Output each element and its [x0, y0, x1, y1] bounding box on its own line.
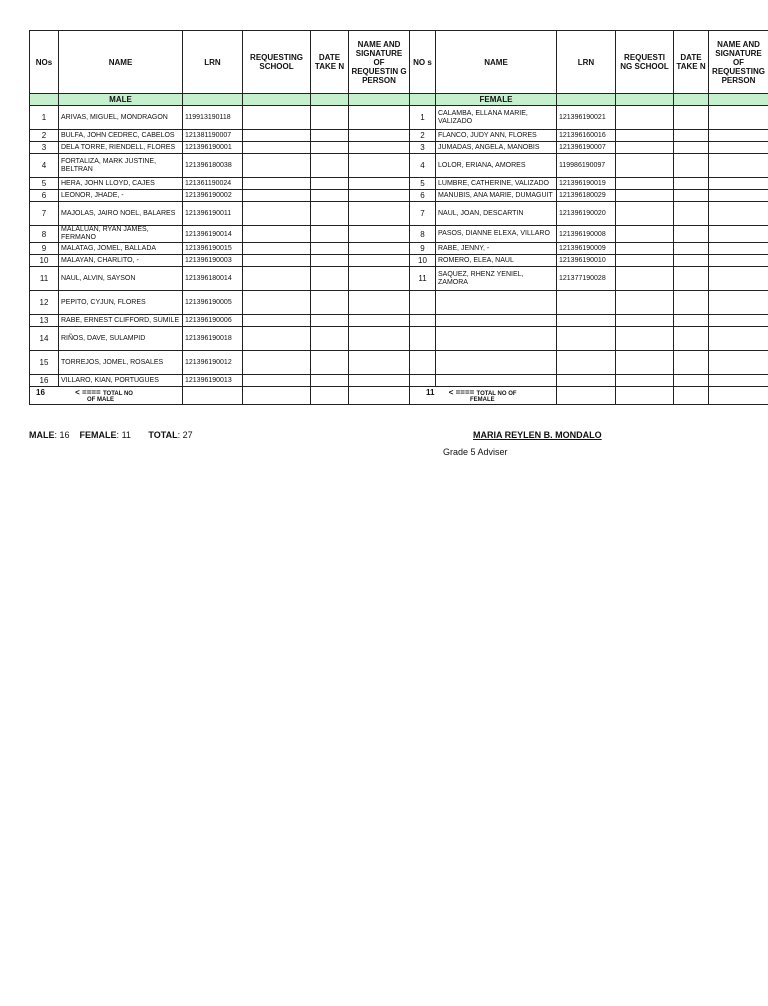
female-name [436, 315, 557, 327]
summary-total-label: TOTAL [148, 430, 178, 440]
female-name: NAUL, JOAN, DESCARTIN [436, 202, 557, 226]
female-name: LOLOR, ERIANA, AMORES [436, 154, 557, 178]
male-no: 5 [30, 178, 59, 190]
female-date-taken [674, 106, 709, 130]
male-date-taken [311, 375, 349, 387]
female-lrn: 121396190008 [557, 226, 616, 243]
male-no: 3 [30, 142, 59, 154]
male-name: BULFA, JOHN CEDREC, CABELOS [59, 130, 183, 142]
male-name: RABE, ERNEST CLIFFORD, SUMILE [59, 315, 183, 327]
female-total-count: 11 [426, 388, 435, 397]
female-requesting-school [616, 142, 674, 154]
summary-total-count: 27 [182, 430, 193, 440]
male-lrn: 121396190014 [183, 226, 243, 243]
male-lrn: 119913190118 [183, 106, 243, 130]
male-no: 2 [30, 130, 59, 142]
table-row [30, 154, 768, 178]
male-lrn: 121396190011 [183, 202, 243, 226]
male-no: 7 [30, 202, 59, 226]
male-no: 15 [30, 351, 59, 375]
table-row [30, 202, 768, 226]
female-lrn [557, 327, 616, 351]
male-name: FORTALIZA, MARK JUSTINE, BELTRAN [59, 154, 183, 178]
male-signature [349, 190, 410, 202]
female-date-taken [674, 154, 709, 178]
male-no: 14 [30, 327, 59, 351]
female-signature [709, 375, 768, 387]
male-date-taken [311, 106, 349, 130]
female-date-taken [674, 226, 709, 243]
male-signature [349, 327, 410, 351]
male-no: 4 [30, 154, 59, 178]
male-no: 10 [30, 255, 59, 267]
roster-rows [30, 106, 768, 387]
female-signature [709, 178, 768, 190]
header-date-taken: DATE TAKE N [311, 31, 349, 94]
female-lrn [557, 375, 616, 387]
female-signature [709, 351, 768, 375]
male-signature [349, 226, 410, 243]
female-no: 5 [410, 178, 436, 190]
male-date-taken [311, 142, 349, 154]
female-requesting-school [616, 202, 674, 226]
male-requesting-school [243, 130, 311, 142]
female-date-taken [674, 375, 709, 387]
male-date-taken [311, 202, 349, 226]
female-date-taken [674, 178, 709, 190]
male-label: MALE [59, 94, 183, 106]
adviser-name: MARIA REYLEN B. MONDALO [473, 430, 602, 440]
female-total-arrow: < ==== [448, 388, 475, 397]
male-lrn: 121396190013 [183, 375, 243, 387]
female-no [410, 315, 436, 327]
table-row [30, 255, 768, 267]
male-name: TORREJOS, JOMEL, ROSALES [59, 351, 183, 375]
header-no-female: NO s [410, 31, 436, 94]
male-total-cell [30, 387, 183, 405]
female-requesting-school [616, 130, 674, 142]
female-date-taken [674, 351, 709, 375]
female-lrn [557, 315, 616, 327]
male-lrn: 121396190015 [183, 243, 243, 255]
table-row [30, 327, 768, 351]
enrollment-summary: MALE: 16 FEMALE: 11 TOTAL: 27 [29, 430, 193, 440]
male-date-taken [311, 255, 349, 267]
male-name: ARIVAS, MIGUEL, MONDRAGON [59, 106, 183, 130]
female-signature [709, 190, 768, 202]
male-signature [349, 178, 410, 190]
male-requesting-school [243, 327, 311, 351]
male-requesting-school [243, 142, 311, 154]
male-no: 16 [30, 375, 59, 387]
male-requesting-school [243, 202, 311, 226]
female-no: 9 [410, 243, 436, 255]
totals-row [30, 387, 768, 405]
male-signature [349, 315, 410, 327]
female-signature [709, 243, 768, 255]
male-lrn: 121396190005 [183, 291, 243, 315]
male-no: 12 [30, 291, 59, 315]
female-name: RABE, JENNY, - [436, 243, 557, 255]
male-signature [349, 375, 410, 387]
header-signature: NAME AND SIGNATURE OF REQUESTIN G PERSON [349, 31, 410, 94]
male-requesting-school [243, 226, 311, 243]
table-row [30, 375, 768, 387]
male-lrn: 121396190001 [183, 142, 243, 154]
table-row [30, 315, 768, 327]
female-date-taken [674, 315, 709, 327]
adviser-title: Grade 5 Adviser [443, 447, 508, 457]
table-row [30, 142, 768, 154]
female-name: ROMERO, ELEA, NAUL [436, 255, 557, 267]
female-date-taken [674, 142, 709, 154]
gender-row [30, 94, 768, 106]
male-date-taken [311, 190, 349, 202]
male-name: VILLARO, KIAN, PORTUGUES [59, 375, 183, 387]
female-total-cell [410, 387, 557, 405]
female-no [410, 291, 436, 315]
summary-male-count: 16 [59, 430, 70, 440]
female-signature [709, 202, 768, 226]
female-signature [709, 267, 768, 291]
male-requesting-school [243, 178, 311, 190]
table-row [30, 190, 768, 202]
male-total-count: 16 [36, 388, 45, 397]
male-no: 1 [30, 106, 59, 130]
table-row [30, 291, 768, 315]
female-requesting-school [616, 178, 674, 190]
male-name: MALATAG, JOMEL, BALLADA [59, 243, 183, 255]
female-lrn [557, 351, 616, 375]
male-signature [349, 243, 410, 255]
male-requesting-school [243, 106, 311, 130]
female-signature [709, 255, 768, 267]
female-name: JUMADAS, ANGELA, MANOBIS [436, 142, 557, 154]
male-date-taken [311, 315, 349, 327]
male-requesting-school [243, 267, 311, 291]
male-total-label: TOTAL NO [102, 391, 133, 397]
male-lrn: 121396190006 [183, 315, 243, 327]
female-requesting-school [616, 243, 674, 255]
male-date-taken [311, 226, 349, 243]
male-signature [349, 142, 410, 154]
female-date-taken [674, 291, 709, 315]
male-lrn: 121396180038 [183, 154, 243, 178]
female-requesting-school [616, 351, 674, 375]
header-lrn-female: LRN [557, 31, 616, 94]
female-requesting-school [616, 106, 674, 130]
female-name: SAQUEZ, RHENZ YENIEL, ZAMORA [436, 267, 557, 291]
female-no: 7 [410, 202, 436, 226]
female-no: 11 [410, 267, 436, 291]
female-date-taken [674, 327, 709, 351]
table-row [30, 130, 768, 142]
class-roster-table [29, 30, 768, 405]
female-lrn: 121396190010 [557, 255, 616, 267]
female-name [436, 291, 557, 315]
male-name: LEONOR, JHADE, - [59, 190, 183, 202]
female-requesting-school [616, 315, 674, 327]
female-name: CALAMBA, ELLANA MARIE, VALIZADO [436, 106, 557, 130]
female-no: 10 [410, 255, 436, 267]
male-name: HERA, JOHN LLOYD, CAJES [59, 178, 183, 190]
male-date-taken [311, 291, 349, 315]
female-name: PASOS, DIANNE ELEXA, VILLARO [436, 226, 557, 243]
female-lrn: 121396190020 [557, 202, 616, 226]
table-row [30, 351, 768, 375]
header-requesting-school: REQUESTING SCHOOL [243, 31, 311, 94]
female-requesting-school [616, 375, 674, 387]
female-date-taken [674, 130, 709, 142]
female-lrn: 121396190009 [557, 243, 616, 255]
table-row [30, 243, 768, 255]
table-row [30, 226, 768, 243]
male-requesting-school [243, 154, 311, 178]
male-name: RIÑOS, DAVE, SULAMPID [59, 327, 183, 351]
male-signature [349, 351, 410, 375]
female-lrn: 121396180029 [557, 190, 616, 202]
male-name: MALALUAN, RYAN JAMES, FERMANO [59, 226, 183, 243]
female-requesting-school [616, 291, 674, 315]
female-name: FLANCO, JUDY ANN, FLORES [436, 130, 557, 142]
male-total-label-2: OF MALE [87, 397, 114, 403]
female-date-taken [674, 255, 709, 267]
header-date-taken-female: DATE TAKE N [674, 31, 709, 94]
male-lrn: 121396190012 [183, 351, 243, 375]
female-date-taken [674, 267, 709, 291]
header-lrn: LRN [183, 31, 243, 94]
female-lrn [557, 291, 616, 315]
male-lrn: 121396180014 [183, 267, 243, 291]
male-signature [349, 130, 410, 142]
female-signature [709, 154, 768, 178]
female-lrn: 121396190021 [557, 106, 616, 130]
male-no: 11 [30, 267, 59, 291]
female-total-label-2: FEMALE [470, 397, 495, 403]
female-no [410, 351, 436, 375]
male-no: 8 [30, 226, 59, 243]
female-requesting-school [616, 267, 674, 291]
female-name: LUMBRE, CATHERINE, VALIZADO [436, 178, 557, 190]
header-name-female: NAME [436, 31, 557, 94]
male-date-taken [311, 327, 349, 351]
male-name: MAJOLAS, JAIRO NOEL, BALARES [59, 202, 183, 226]
male-date-taken [311, 351, 349, 375]
male-no: 6 [30, 190, 59, 202]
summary-male-label: MALE [29, 430, 55, 440]
female-signature [709, 291, 768, 315]
female-lrn: 121396190019 [557, 178, 616, 190]
female-no: 1 [410, 106, 436, 130]
header-no: NOs [30, 31, 59, 94]
table-row [30, 267, 768, 291]
table-row [30, 106, 768, 130]
male-date-taken [311, 178, 349, 190]
male-no: 9 [30, 243, 59, 255]
male-signature [349, 267, 410, 291]
header-row [30, 31, 768, 94]
female-lrn: 121396190007 [557, 142, 616, 154]
female-name [436, 375, 557, 387]
male-name: NAUL, ALVIN, SAYSON [59, 267, 183, 291]
male-date-taken [311, 130, 349, 142]
female-label: FEMALE [436, 94, 557, 106]
male-lrn: 121396190003 [183, 255, 243, 267]
female-date-taken [674, 243, 709, 255]
female-date-taken [674, 202, 709, 226]
male-requesting-school [243, 243, 311, 255]
male-requesting-school [243, 315, 311, 327]
male-lrn: 121361190024 [183, 178, 243, 190]
female-requesting-school [616, 154, 674, 178]
female-no: 8 [410, 226, 436, 243]
female-total-label: TOTAL NO OF [476, 391, 517, 397]
female-date-taken [674, 190, 709, 202]
female-name: MANUBIS, ANA MARIE, DUMAGUIT [436, 190, 557, 202]
male-signature [349, 291, 410, 315]
female-requesting-school [616, 190, 674, 202]
male-signature [349, 255, 410, 267]
male-signature [349, 154, 410, 178]
female-signature [709, 142, 768, 154]
female-requesting-school [616, 226, 674, 243]
summary-female-count: 11 [121, 430, 131, 440]
male-signature [349, 202, 410, 226]
male-requesting-school [243, 255, 311, 267]
female-name [436, 351, 557, 375]
male-total-arrow: < ==== [75, 388, 101, 397]
male-requesting-school [243, 190, 311, 202]
male-date-taken [311, 154, 349, 178]
male-requesting-school [243, 291, 311, 315]
female-requesting-school [616, 255, 674, 267]
female-no: 3 [410, 142, 436, 154]
female-requesting-school [616, 327, 674, 351]
male-lrn: 121381190007 [183, 130, 243, 142]
male-requesting-school [243, 351, 311, 375]
female-lrn: 119986190097 [557, 154, 616, 178]
male-name: PEPITO, CYJUN, FLORES [59, 291, 183, 315]
female-signature [709, 130, 768, 142]
female-no: 2 [410, 130, 436, 142]
female-signature [709, 315, 768, 327]
female-signature [709, 226, 768, 243]
male-signature [349, 106, 410, 130]
table-row [30, 178, 768, 190]
summary-female-label: FEMALE [79, 430, 117, 440]
female-lrn: 121396160016 [557, 130, 616, 142]
male-name: MALAYAN, CHARLITO, - [59, 255, 183, 267]
female-signature [709, 106, 768, 130]
male-date-taken [311, 267, 349, 291]
header-requesting-school-female: REQUESTI NG SCHOOL [616, 31, 674, 94]
female-signature [709, 327, 768, 351]
female-no: 6 [410, 190, 436, 202]
female-lrn: 121377190028 [557, 267, 616, 291]
male-requesting-school [243, 375, 311, 387]
male-no: 13 [30, 315, 59, 327]
male-lrn: 121396190018 [183, 327, 243, 351]
female-no [410, 375, 436, 387]
female-no [410, 327, 436, 351]
female-no: 4 [410, 154, 436, 178]
male-date-taken [311, 243, 349, 255]
male-name: DELA TORRE, RIENDELL, FLORES [59, 142, 183, 154]
header-name: NAME [59, 31, 183, 94]
male-lrn: 121396190002 [183, 190, 243, 202]
female-name [436, 327, 557, 351]
header-signature-female: NAME AND SIGNATURE OF REQUESTING PERSON [709, 31, 768, 94]
